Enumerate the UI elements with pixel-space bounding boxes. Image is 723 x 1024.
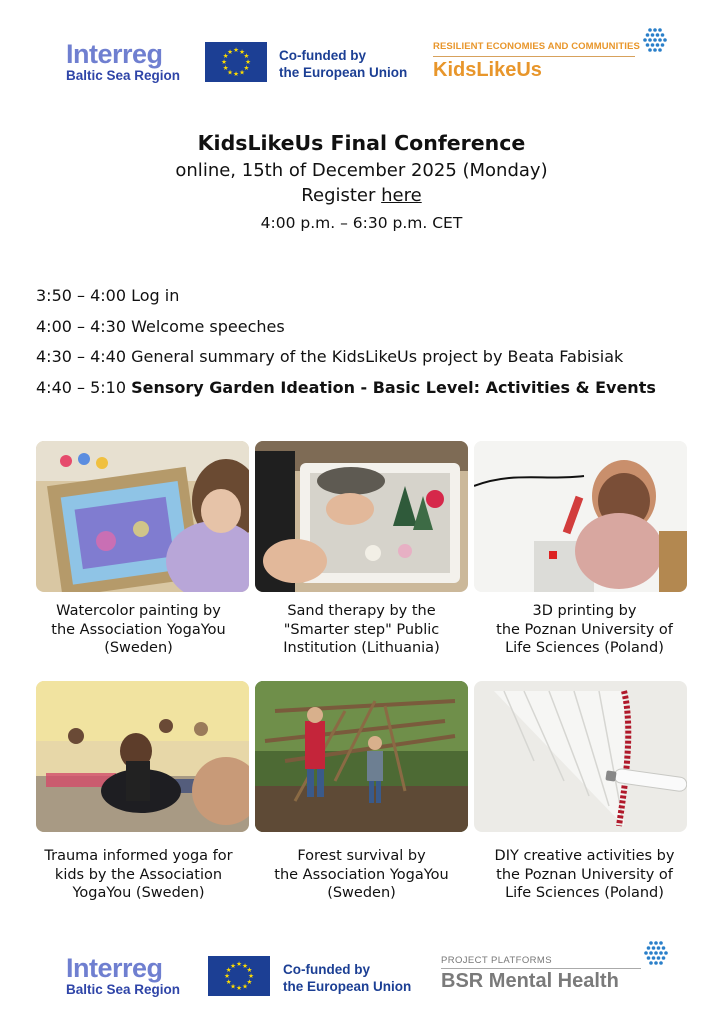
activity-caption: 3D printing by the Poznan University of Life Sciences (Poland) [496,603,673,656]
bsr-divider [441,968,641,969]
svg-text:★: ★ [236,960,242,969]
conference-title: KidsLikeUs Final Conference [197,131,526,155]
svg-text:★: ★ [222,64,229,73]
3d-printing-photo [474,441,687,592]
activity-caption: Forest survival by the Association YogaYou (Sweden) [274,848,449,901]
watercolor-painting-photo [36,441,249,592]
trauma-yoga-photo [36,681,249,832]
eu-line-2: the European Union [283,979,412,994]
agenda-text-highlight: Sensory Garden Ideation - Basic Level: Activities & Events [131,377,656,397]
svg-text:★: ★ [230,961,236,970]
kidslikeus-logo [433,36,667,86]
agenda-item [36,342,716,373]
register-link[interactable]: here [381,185,422,206]
svg-text:★: ★ [248,972,254,981]
eu-line-1: Co-funded by [283,962,370,977]
eu-cofunded-text [279,47,407,81]
agenda-item [36,312,716,343]
svg-text:★: ★ [221,58,227,67]
register-prefix: Register [301,185,382,206]
diy-creative-photo [474,681,687,832]
svg-text:★: ★ [242,961,248,970]
svg-text:★: ★ [227,47,233,56]
interreg-word: Interreg [66,953,163,983]
activity-caption: DIY creative activities by the Poznan University of Life Sciences (Poland) [494,848,675,901]
agenda-item [36,373,716,404]
activity-caption: Sand therapy by the "Smarter step" Public Institution (Lithuania) [283,603,440,656]
bsr-tagline: PROJECT PLATFORMS [441,955,552,966]
agenda-item [36,281,716,312]
interreg-word: Interreg [66,39,163,69]
svg-text:★: ★ [246,978,253,987]
conference-title-block [0,128,723,238]
svg-text:★: ★ [227,68,233,77]
svg-text:★: ★ [243,64,250,73]
agenda-time: 3:50 – 4:00 [36,286,127,305]
interreg-logo [66,954,196,998]
activity-caption: Trauma informed yoga for kids by the Association YogaYou (Sweden) [44,848,233,901]
bsr-mental-health-logo [441,946,671,1001]
eu-line-1: Co-funded by [279,48,366,63]
agenda-text: Log in [131,286,180,305]
interreg-region: Baltic Sea Region [66,982,181,997]
conference-time: 4:00 p.m. – 6:30 p.m. CET [260,214,463,232]
svg-text:★: ★ [239,47,245,56]
agenda-time: 4:40 – 5:10 [36,377,127,397]
footer-logos [0,946,723,1006]
svg-text:★: ★ [246,966,253,975]
dots-cluster-icon [643,940,669,966]
kidslikeus-divider [433,56,635,57]
eu-flag-icon [208,956,270,996]
conference-date: online, 15th of December 2025 (Monday) [175,160,548,181]
eu-line-2: the European Union [279,65,408,80]
agenda-list [36,281,716,403]
register-line [0,183,723,208]
svg-text:★: ★ [230,982,236,991]
eu-flag-icon [205,42,267,82]
kidslikeus-tagline: RESILIENT ECONOMIES AND COMMUNITIES [433,41,640,52]
interreg-region: Baltic Sea Region [66,68,181,83]
svg-text:★: ★ [245,58,251,67]
agenda-time: 4:30 – 4:40 [36,347,127,366]
activity-caption: Watercolor painting by the Association YogaYou (Sweden) [51,603,226,656]
svg-text:★: ★ [243,52,250,61]
svg-text:★: ★ [222,52,229,61]
interreg-logo [66,40,196,84]
svg-text:★: ★ [233,46,239,55]
svg-text:★: ★ [225,978,232,987]
svg-text:★: ★ [225,966,232,975]
svg-text:★: ★ [239,68,245,77]
svg-text:★: ★ [236,984,242,993]
agenda-text: Welcome speeches [131,316,285,336]
svg-text:★: ★ [242,982,248,991]
agenda-text: General summary of the KidsLikeUs project by Beata Fabisiak [131,347,624,366]
bsr-name: BSR Mental Health [441,970,619,992]
svg-text:★: ★ [233,70,239,79]
forest-survival-photo [255,681,468,832]
eu-cofunded-text [283,961,411,995]
kidslikeus-name: KidsLikeUs [433,59,542,81]
sand-therapy-photo [255,441,468,592]
dots-cluster-icon [642,27,668,53]
agenda-time: 4:00 – 4:30 [36,316,127,336]
svg-text:★: ★ [224,972,230,981]
header-logos [0,34,723,94]
